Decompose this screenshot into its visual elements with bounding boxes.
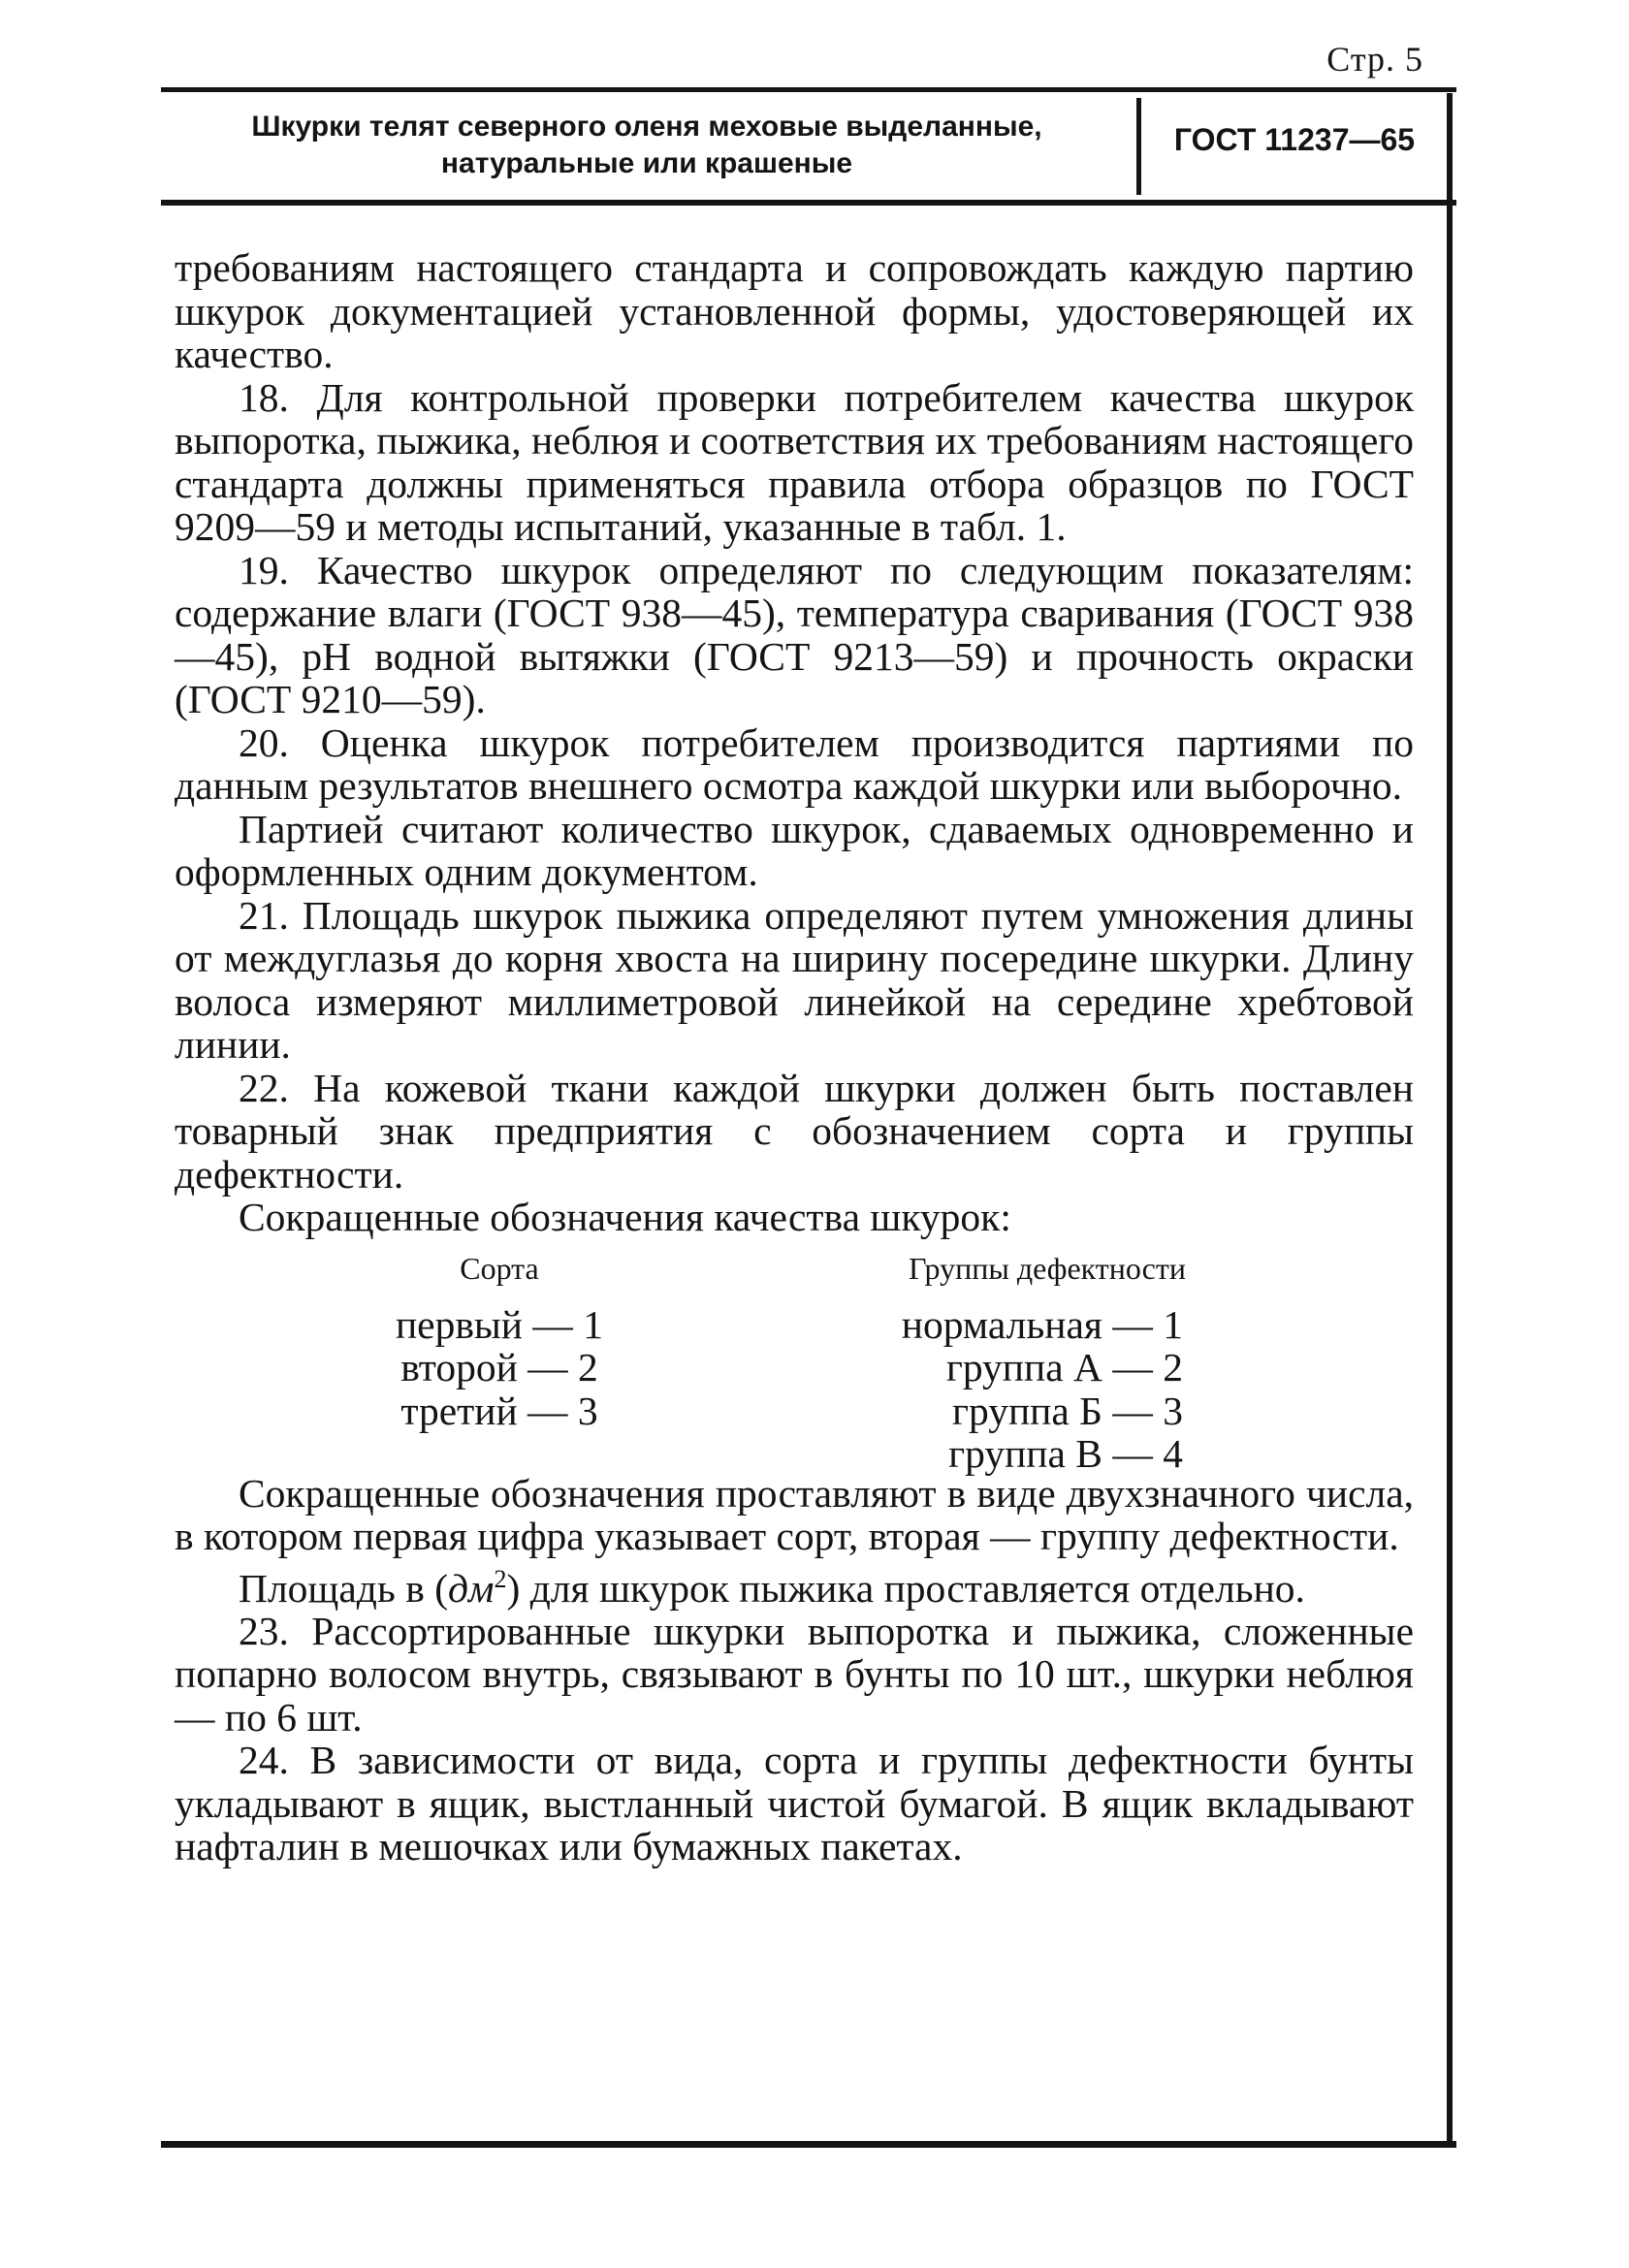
area-unit: дм [448,1565,495,1611]
document-title [167,109,1127,182]
paragraph-22: 22. На кожевой ткани каждой шкурки должен быть поставлен товарный знак предприятия с обозначением сорта и группы дефектности. [175,1065,1414,1197]
document-title-line1: Шкурки телят северного оленя меховые выделанные, [251,111,1042,143]
area-text-pre: Площадь в ( [239,1565,449,1611]
paragraph-22-area [175,1558,1414,1610]
header-bottom-rule [161,200,1456,206]
page-number: Стр. 5 [1326,40,1423,79]
paragraph-19: 19. Качество шкурок определяют по следующим показателям: содержание влаги (ГОСТ 938—45), температура сваривания (ГОСТ 938—45), pH водной вытяжки (ГОСТ 9213—59) и прочность окраски (ГОСТ 9210—59). [175,547,1414,721]
paragraph-21: 21. Площадь шкурок пыжика определяют путем умножения длины от междуглазья до корня хвоста на ширину посередине шкурки. Длину волоса измеряют миллиметровой линейкой на середине хребтовой линии. [175,892,1414,1067]
paragraph-18: 18. Для контрольной проверки потребителем качества шкурок выпоротка, пыжика, неблюя и соответствия их требованиям настоящего стандарта должны применяться правила отбора образцов по ГОСТ 9209—59 и методы испытаний, указанные в табл. 1. [175,374,1414,549]
paragraph-20: 20. Оценка шкурок потребителем производится партиями по данным результатов внешнего осмотра каждой шкурки или выборочно. [175,719,1414,808]
quality-abbreviations [175,1249,1414,1476]
document-title-line2: натуральные или крашеные [440,147,853,179]
gost-number: ГОСТ 11237—65 [1173,122,1416,157]
grades-header: Сорта [460,1250,539,1286]
grade-item: третий — 3 [400,1388,598,1433]
right-margin-rule [1447,93,1453,2141]
area-text-post: ) для шкурок пыжика проставляется отдельно. [506,1565,1305,1611]
header-top-rule [161,87,1456,92]
paragraph-23: 23. Рассортированные шкурки выпоротка и пыжика, сложенные попарно волосом внутрь, связывают в бунты по 10 шт., шкурки неблюя — по 6 шт. [175,1608,1414,1740]
defect-item: нормальная — 1 [901,1301,1183,1347]
defect-item: группа Б — 3 [951,1388,1183,1433]
document-body [175,246,1414,1869]
paragraph-22-abbr-format: Сокращенные обозначения проставляют в виде двухзначного числа, в котором первая цифра указывает сорт, вторая — группу дефектности. [175,1470,1414,1558]
paragraph-20-lot: Партией считают количество шкурок, сдаваемых одновременно и оформленных одним документом. [175,806,1414,894]
page-bottom-rule [161,2141,1456,2148]
defect-item: группа А — 2 [945,1345,1183,1390]
paragraph-24: 24. В зависимости от вида, сорта и группы дефектности бунты укладывают в ящик, выстланный чистой бумагой. В ящик вкладывают нафталин в мешочках или бумажных пакетах. [175,1738,1414,1869]
header-divider [1136,98,1141,195]
paragraph-continued: требованиям настоящего стандарта и сопровождать каждую партию шкурок документацией установленной формы, удостоверяющей их качество. [175,245,1414,376]
defects-header: Группы дефектности [909,1250,1186,1286]
defects-column [873,1249,1222,1476]
area-unit-exponent: 2 [494,1564,507,1593]
defect-item: группа В — 4 [948,1431,1183,1476]
grade-item: первый — 1 [395,1301,604,1347]
grade-item: второй — 2 [400,1345,598,1390]
paragraph-22-abbr-intro: Сокращенные обозначения качества шкурок: [239,1195,1011,1239]
grades-column [388,1249,611,1433]
